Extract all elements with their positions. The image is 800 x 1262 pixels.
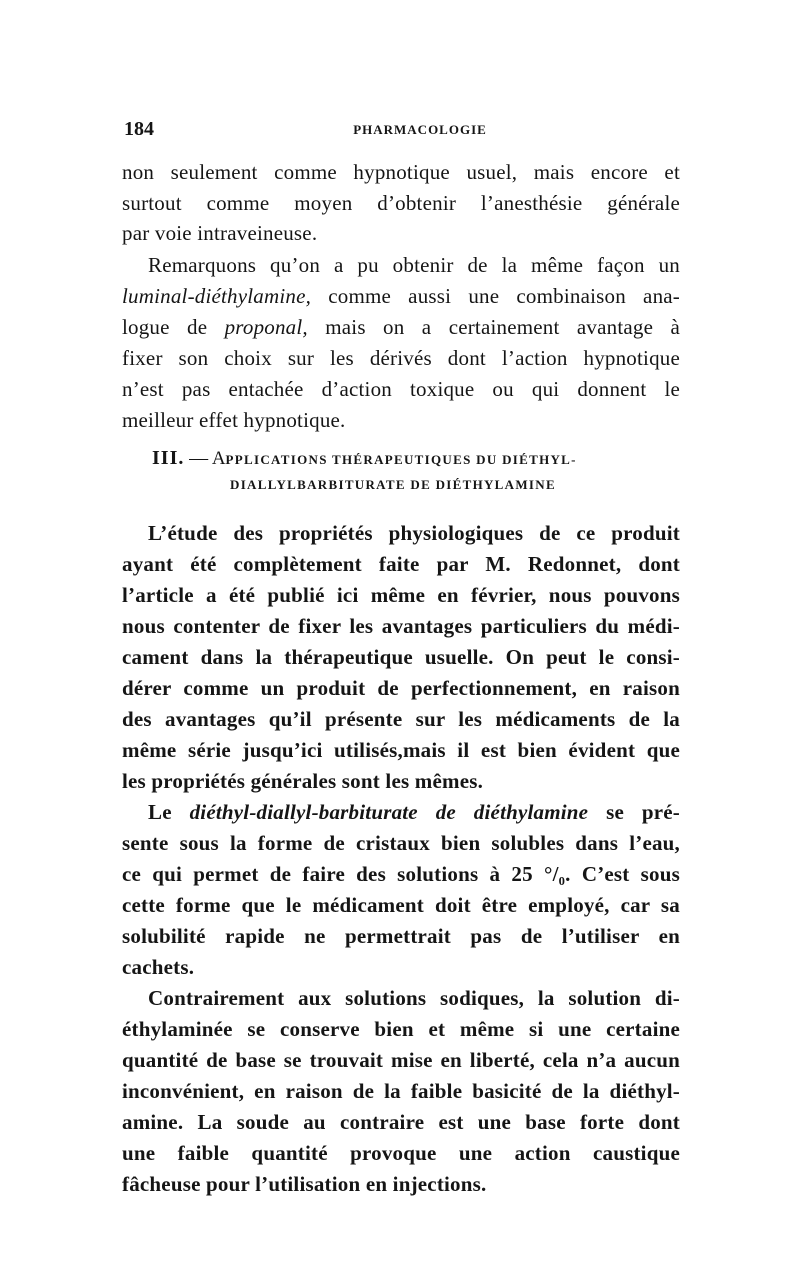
para4-line-6: cachets. (122, 955, 195, 979)
para2-line-6: meilleur effet hypnotique. (122, 408, 346, 432)
para5-line-6: une faible quantité provoque une action caustique (122, 1141, 680, 1165)
para2-line-3-rest: mais on a certainement avantage à (307, 315, 680, 339)
page-number: 184 (124, 118, 154, 140)
term-diethyl-diallyl-barbiturate: diéthyl-diallyl-barbiturate de diéthylamine (189, 800, 589, 824)
para1-line-1: non seulement comme hypnotique usuel, mais encore et (122, 160, 680, 184)
para3-line-9: les propriétés générales sont les mêmes. (122, 769, 484, 793)
para2-line-1: Remarquons qu’on a pu obtenir de la même façon un (148, 253, 680, 277)
para3-line-8: même série jusqu’ici utilisés,mais il est bien évident que (122, 738, 680, 762)
para4-line-4: cette forme que le médicament doit être employé, car sa (122, 893, 680, 917)
para3-line-5: cament dans la thérapeutique usuelle. On peut le consi- (122, 645, 680, 669)
para4-line-5: solubilité rapide ne permettrait pas de l’utiliser en (122, 924, 680, 948)
para5-line-2: éthylaminée se conserve bien et même si une certaine (122, 1017, 680, 1041)
section-dash: — (184, 448, 212, 469)
para3-line-3: l’article a été publié ici même en février, nous pouvons (122, 583, 680, 607)
para2-line-3 (122, 312, 680, 342)
section-title-line-1: PPLICATIONS THÉRAPEUTIQUES DU DIÉTHYL- (225, 452, 577, 467)
term-luminal-diethylamine: luminal-diéthylamine, (122, 284, 312, 308)
para2-line-2 (122, 281, 680, 311)
para5-line-5: amine. La soude au contraire est une base forte dont (122, 1110, 680, 1134)
term-proponal: proponal, (224, 315, 308, 339)
section-title-line-2: DIALLYLBARBITURATE DE DIÉTHYLAMINE (230, 477, 556, 492)
para1-line-2: surtout comme moyen d’obtenir l’anesthésie générale (122, 191, 680, 215)
section-number: III. (152, 447, 185, 469)
section-heading (152, 444, 672, 474)
para1-line-3: par voie intraveineuse. (122, 221, 318, 245)
para3-line-7: des avantages qu’il présente sur les médicaments de la (122, 707, 680, 731)
para4-line-1-rest: se pré- (588, 800, 680, 824)
para3-line-1: L’étude des propriétés physiologiques de ce produit (148, 521, 680, 545)
para4-line-2: sente sous la forme de cristaux bien solubles dans l’eau, (122, 831, 680, 855)
para5-line-3: quantité de base se trouvait mise en liberté, cela n’a aucun (122, 1048, 680, 1072)
para2-line-2-rest: comme aussi une combinaison ana- (311, 284, 680, 308)
running-title: PHARMACOLOGIE (353, 122, 487, 137)
para2-line-4: fixer son choix sur les dérivés dont l’action hypnotique (122, 346, 680, 370)
para5-line-1: Contrairement aux solutions sodiques, la solution di- (148, 986, 680, 1010)
para4-line-1 (122, 797, 680, 827)
para3-line-4: nous contenter de fixer les avantages particuliers du médi- (122, 614, 680, 638)
para5-line-4: inconvénient, en raison de la faible basicité de la diéthyl- (122, 1079, 680, 1103)
section-title-initial: A (211, 448, 226, 469)
para2-line-3-pre: logue de (122, 315, 225, 339)
para2-line-5: n’est pas entachée d’action toxique ou qui donnent le (122, 377, 680, 401)
para4-line-1-pre: Le (148, 800, 190, 824)
para3-line-6: dérer comme un produit de perfectionnement, en raison (122, 676, 680, 700)
para4-line-3: ce qui permet de faire des solutions à 25 °/₀. C’est sous (122, 862, 680, 886)
para3-line-2: ayant été complètement faite par M. Redonnet, dont (122, 552, 680, 576)
para5-line-7: fâcheuse pour l’utilisation en injections. (122, 1172, 487, 1196)
